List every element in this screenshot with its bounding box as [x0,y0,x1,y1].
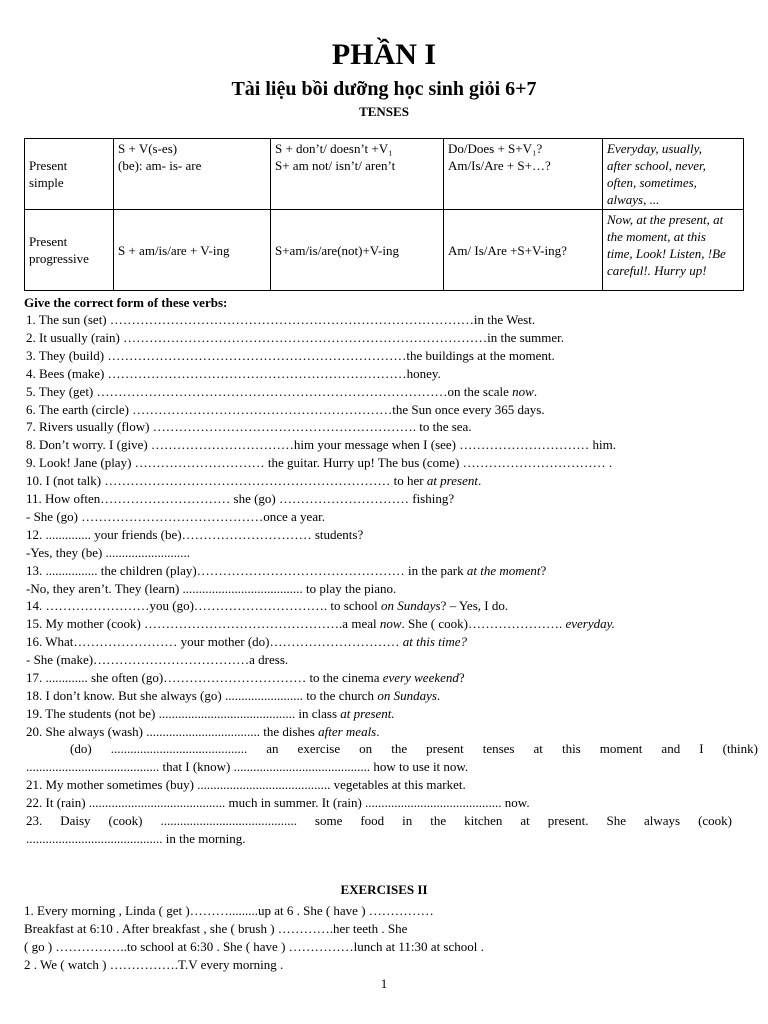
exercise-line [26,436,732,454]
italic-phrase: everyday. [565,616,615,632]
adverbs-cell [603,210,744,291]
formula-line: S + V(s-es) [118,141,178,156]
italic-phrase: at present [426,473,478,489]
exercise-line [26,615,732,633]
italic-phrase: at this time? [402,634,468,650]
italic-phrase: every weekend [382,670,459,685]
tense-name-line: Present [29,234,68,249]
line-text: . [436,687,441,703]
adverbs-cell [603,139,744,210]
exercise-line [26,311,732,329]
affirmative-cell [114,139,271,210]
exercise-line [26,508,732,526]
exercise-line: 21. My mother sometimes (buy) ......................................... vegetables at this market. [26,777,466,792]
tense-name-line: simple [29,175,64,190]
justified-line: (do) .......................................... an exercise on the present tenses at this moment and I (think) [70,741,758,756]
exercise-line [26,490,732,508]
line-text: -No, they aren’t. They (learn) ..................................... to play the piano. [26,580,397,596]
table-row-present-simple [25,139,744,210]
page-title: PHẦN I [331,38,437,71]
affirmative-cell: S + am/is/are + V-ing [114,210,271,291]
line-text: . She ( cook)…………………. [401,616,566,632]
negative-cell [271,139,444,210]
exercise-line [26,544,732,562]
line-text: 18. I don’t know. But she always (go) ........................ to the church [26,687,378,703]
exercise-heading: Give the correct form of these verbs: [24,295,228,310]
line-text: 14. ……………………you (go)…………………………. to school [26,598,381,614]
formula-line: Do/Does + S+V₁? [448,141,543,156]
line-text: 3. They (build) ……………………………………………………………the buildings at the moment. [26,347,555,363]
line-text: - She (go) ……………………………………once a year. [26,508,325,524]
exercise-line [26,562,732,580]
line-text: 8. Don’t worry. I (give) ……………………………him your message when I (see) ………………………… him. [26,437,616,453]
italic-phrase: now [379,616,402,632]
line-text: 19. The students (not be) .......................................... in class [26,705,341,721]
line-text: 13. ................ the children (play)………………………………………… in the park [26,562,467,578]
adverb-line: often, sometimes, [607,175,697,190]
exercise-line [26,651,732,669]
page-number: 1 [380,976,388,991]
line-text: 16. What…………………… your mother (do)………………………… [26,634,403,650]
exercise-line [26,526,732,544]
line-text: 15. My mother (cook) ……………………………………….a meal [26,616,380,632]
negative-cell: S+am/is/are(not)+V-ing [271,210,444,291]
exercise-line-q20-last: ......................................... that I (know) .......................................... how to use it now. [26,759,469,774]
line-text: 2. It usually (rain) …………………………………………………………………………in the summer. [26,329,565,345]
italic-phrase: after meals [318,723,377,739]
exercise-line [26,472,732,490]
exercise-line [26,580,732,598]
italic-phrase: at present. [340,705,395,721]
adverb-line: after school, never, [607,158,706,173]
exercise-line-q23-last: .......................................... in the morning. [26,831,246,846]
formula-line: (be): am- is- are [118,158,202,173]
line-text: 4. Bees (make) ……………………………………………………………honey. [26,365,441,381]
adverb-line: Everyday, usually, [607,141,702,156]
line-text: -Yes, they (be) .......................... [26,544,191,560]
tense-name-line: Present [29,158,68,173]
exercise-line [26,454,732,472]
adverb-line: always, ... [607,192,660,207]
page-subtitle: Tài liệu bồi dưỡng học sinh giỏi 6+7 [231,78,537,100]
adverb-line: careful!. Hurry up! [607,263,707,278]
italic-phrase: at the moment [466,562,541,578]
italic-phrase: on Sundays [377,687,437,703]
exercise-line [26,329,732,347]
adverb-line: time, Look! Listen, !Be [607,246,726,261]
italic-phrase: now [512,383,534,399]
line-text: . [376,723,380,739]
exercise-line-q23: 23. Daisy (cook) .......................................... some food in the kitchen at present. She always (cook) [26,813,732,828]
line-text: . [533,383,538,399]
line-text: 9. Look! Jane (play) ………………………… the guitar. Hurry up! The bus (come) …………………………… . [26,455,613,471]
formula-line: S + don’t/ doesn’t +V₁ [275,141,393,156]
tenses-table [24,138,744,291]
exercise2-line: 2 . We ( watch ) …………….T.V every morning . [24,957,284,972]
tense-name-cell [25,210,114,291]
exercise-line [26,669,732,687]
exercise-line [26,347,732,365]
exercise-line [26,705,732,723]
line-text: 7. Rivers usually (flow) ……………………………………………………. to the sea. [26,419,472,435]
line-text: . [477,473,482,489]
line-text: 11. How often………………………… she (go) ………………………… fishing? [26,491,455,506]
exercise-line [26,633,732,651]
formula-line: Am/Is/Are + S+…? [448,158,551,173]
line-text: 10. I (not talk) ………………………………………………………… to her [26,473,427,489]
exercise-line [26,383,732,401]
exercise-line-q20-cont [26,740,758,758]
line-text: 20. She always (wash) ................................... the dishes [26,723,319,739]
exercise-line [26,418,732,436]
tense-name-line: progressive [29,251,89,266]
exercise-line [26,401,732,419]
line-text: 12. .............. your friends (be)………………………… students? [26,526,364,542]
line-text: ? – Yes, I do. [440,598,509,614]
exercise-line [26,365,732,383]
line-text: 6. The earth (circle) ……………………………………………………the Sun once every 365 days. [26,401,545,417]
line-text: ? [458,670,465,685]
exercise2-line: ( go ) ……………..to school at 6:30 . She ( have ) ……………lunch at 11:30 at school . [24,939,484,954]
exercise-line [26,723,732,741]
adverb-line: Now, at the present, at [607,212,724,227]
table-row-present-progressive [25,210,744,291]
line-text: 17. ............. she often (go)…………………………… to the cinema [26,670,383,685]
adverb-line: the moment, at this [607,229,706,244]
section-title: TENSES [359,104,409,119]
line-text: 1. The sun (set) …………………………………………………………………………in the West. [26,312,536,327]
question-cell [444,139,603,210]
line-text: ? [540,562,547,578]
exercise2-heading: EXERCISES II [340,882,428,897]
exercise2-line: Breakfast at 6:10 . After breakfast , she ( brush ) ………….her teeth . She [24,921,408,936]
exercise-line: 22. It (rain) .......................................... much in summer. It (rain) .......................................... now. [26,795,530,810]
line-text: 5. They (get) ………………………………………………………………………on the scale [26,383,513,399]
exercise-line [26,597,732,615]
italic-phrase: on Sundays [380,598,441,614]
line-text: - She (make)………………………………a dress. [26,652,289,668]
exercise2-line: 1. Every morning , Linda ( get )……….........up at 6 . She ( have ) …………… [24,903,434,918]
exercise-line [26,687,732,705]
question-cell: Am/ Is/Are +S+V-ing? [444,210,603,291]
formula-line: S+ am not/ isn’t/ aren’t [275,158,396,173]
tense-name-cell [25,139,114,210]
